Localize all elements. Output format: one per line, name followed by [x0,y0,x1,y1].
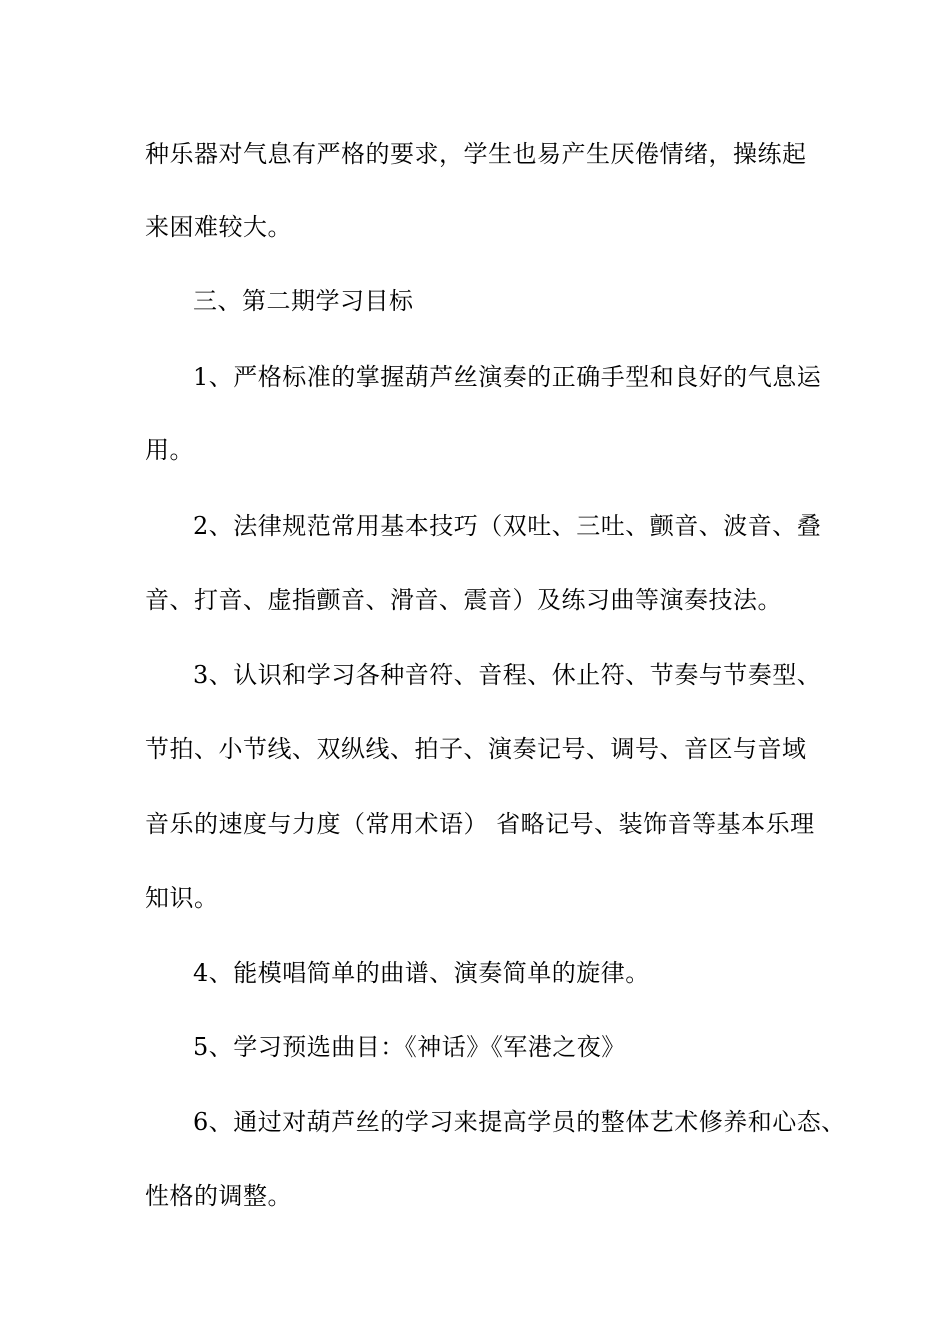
paragraph-continuation-line-2: 来困难较大。 [145,213,292,241]
goal-2-line-2: 音、打音、虚指颤音、滑音、震音）及练习曲等演奏技法。 [145,586,782,614]
goal-3-line-1: 3、认识和学习各种音符、音程、休止符、节奏与节奏型、 [193,661,822,689]
goal-1-line-2: 用。 [145,436,194,464]
goal-3-line-2: 节拍、小节线、双纵线、拍子、演奏记号、调号、音区与音域 [145,735,807,763]
goal-6-line-2: 性格的调整。 [145,1182,292,1210]
paragraph-continuation-line-1: 种乐器对气息有严格的要求，学生也易产生厌倦情绪，操练起 [145,140,807,168]
section-heading: 三、第二期学习目标 [193,287,414,315]
goal-4-line-1: 4、能模唱简单的曲谱、演奏简单的旋律。 [193,959,650,987]
goal-3-line-3: 音乐的速度与力度（常用术语） 省略记号、装饰音等基本乐理 [145,810,815,838]
goal-2-line-1: 2、法律规范常用基本技巧（双吐、三吐、颤音、波音、叠 [193,512,822,540]
goal-5-line-1: 5、学习预选曲目：《神话》《军港之夜》 [193,1033,626,1061]
goal-1-line-1: 1、严格标准的掌握葫芦丝演奏的正确手型和良好的气息运 [193,363,822,391]
goal-6-line-1: 6、通过对葫芦丝的学习来提高学员的整体艺术修养和心态、 [193,1108,846,1136]
goal-3-line-4: 知识。 [145,884,219,912]
